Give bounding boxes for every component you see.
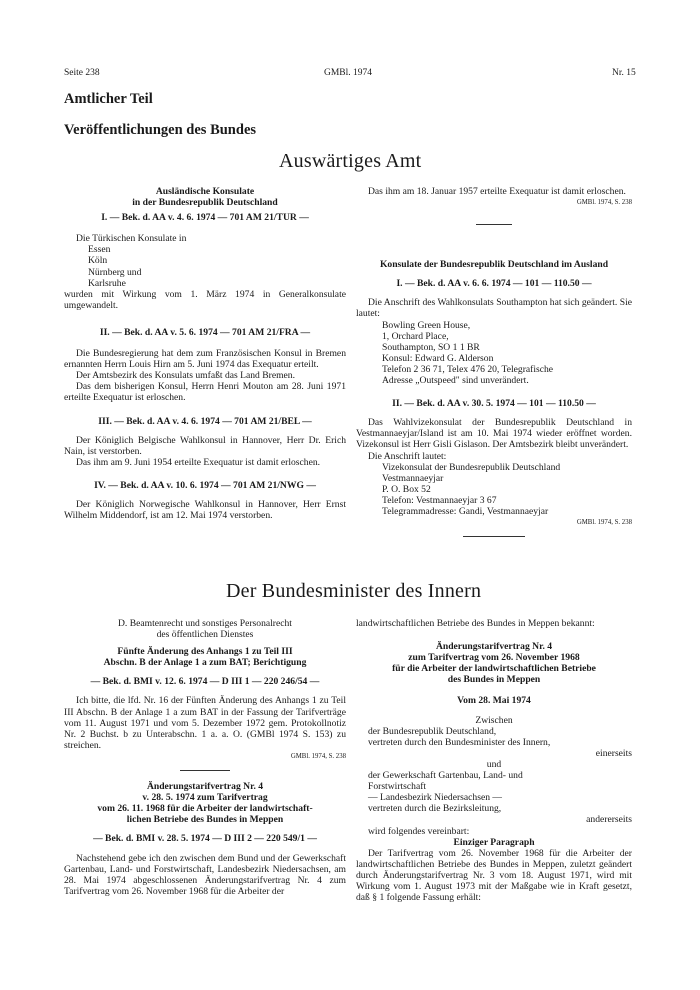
subheading-fifth-amendment: Fünfte Änderung des Anhangs 1 zu Teil III bbox=[117, 646, 293, 658]
city-item: Nürnberg und bbox=[88, 266, 142, 278]
notice-fra-para: Das dem bisherigen Konsul, Herrn Henri Mouton am 28. Juni 1971 erteilte Exequatur ist erloschen. bbox=[64, 381, 346, 404]
party-line: vertreten durch den Bundesminister des Innern, bbox=[368, 736, 551, 748]
page-number: Seite 238 bbox=[64, 68, 100, 78]
subheading-tariff-agreement: Änderungstarifvertrag Nr. 4 bbox=[146, 781, 264, 793]
agreement-title: zum Tarifvertrag vom 26. November 1968 bbox=[408, 652, 580, 664]
notice-tur-intro: Die Türkischen Konsulate in bbox=[76, 233, 187, 245]
address-line: Telefon 2 36 71, Telex 476 20, Telegrafische bbox=[382, 363, 554, 375]
notice-fra-para: Die Bundesregierung hat dem zum Französischen Konsul in Bremen ernannten Herrn Louis Hirn am 5. Juni 1974 das Exequatur erteilt. bbox=[64, 348, 346, 371]
address-line: Southampton, SO 1 1 BR bbox=[382, 341, 480, 353]
subheading-tariff-agreement: lichen Betriebe des Bundes in Meppen bbox=[126, 814, 284, 826]
subheading-tariff-agreement: vom 26. 11. 1968 für die Arbeiter der landwirtschaft- bbox=[97, 803, 313, 815]
section-title-foreign-office: Auswärtiges Amt bbox=[279, 150, 422, 172]
foreign-office-right-column bbox=[356, 186, 632, 537]
between-label: Zwischen bbox=[475, 714, 513, 726]
notice-title-southampton: I. — Bek. d. AA v. 6. 6. 1974 — 101 — 110.50 — bbox=[396, 278, 592, 290]
and-label: und bbox=[486, 758, 502, 770]
party-line: der Gewerkschaft Gartenbau, Land- und bbox=[368, 770, 523, 782]
address-line: Telefon: Vestmannaeyjar 3 67 bbox=[382, 494, 497, 506]
interior-right-column bbox=[356, 618, 632, 903]
notice-title-fra: II. — Bek. d. AA v. 5. 6. 1974 — 701 AM 21/FRA — bbox=[99, 326, 311, 338]
heading-german-consulates-abroad: Konsulate der Bundesrepublik Deutschland im Ausland bbox=[379, 259, 609, 271]
notice-southampton-intro: Die Anschrift des Wahlkonsulats Southampton hat sich geändert. Sie lautet: bbox=[356, 297, 632, 320]
notice-vestmannaeyjar-para: Die Anschrift lautet: bbox=[368, 450, 447, 462]
source-reference: GMBl. 1974, S. 238 bbox=[576, 519, 632, 527]
notice-fra-para: Der Amtsbezirk des Konsulats umfaßt das Land Bremen. bbox=[76, 370, 296, 382]
section-title-interior-ministry: Der Bundesminister des Innern bbox=[226, 580, 482, 602]
address-line: Vizekonsulat der Bundesrepublik Deutschland bbox=[382, 461, 561, 473]
address-line: Vestmannaeyjar bbox=[382, 472, 444, 484]
paragraph-text: Der Tarifvertrag vom 26. November 1968 für die Arbeiter der landwirtschaftlichen Betriebe des Bundes in Meppen, zuletzt geändert durch Änderungstarifvertrag Nr. 3 vom 18. August 1971, wird mit Wirkung vom 1. August 1973 mit der Maßgabe wie in Kraft gesetzt, daß § 1 folgende Fassung erhält: bbox=[356, 847, 632, 904]
on-the-one-hand-label: einerseits bbox=[595, 747, 632, 759]
issue-number: Nr. 15 bbox=[612, 68, 636, 78]
subheading-tariff-agreement: v. 28. 5. 1974 zum Tarifvertrag bbox=[142, 792, 268, 804]
foreign-office-left-column bbox=[64, 186, 346, 521]
agreement-date: Vom 28. Mai 1974 bbox=[457, 695, 531, 707]
official-part-title: Amtlicher Teil bbox=[64, 91, 153, 107]
party-line: — Landesbezirk Niedersachsen — bbox=[368, 792, 502, 804]
city-item: Karlsruhe bbox=[88, 277, 126, 289]
notice-bel-para: Das ihm am 9. Juni 1954 erteilte Exequatur ist damit erloschen. bbox=[76, 456, 321, 468]
address-line: Adresse „Outspeed" sind unverändert. bbox=[382, 375, 529, 387]
city-item: Köln bbox=[88, 255, 108, 267]
notice-bel-para: Der Königlich Belgische Wahlkonsul in Hannover, Herr Dr. Erich Nain, ist verstorben. bbox=[64, 434, 346, 457]
source-reference: GMBl. 1974, S. 238 bbox=[290, 752, 346, 760]
agreement-title: für die Arbeiter der landwirtschaftlichen Betriebe bbox=[392, 663, 596, 675]
heading-foreign-consulates-sub: in der Bundesrepublik Deutschland bbox=[132, 197, 278, 209]
continued-text: Das ihm am 18. Januar 1957 erteilte Exequatur ist damit erloschen. bbox=[368, 186, 626, 197]
separator-rule bbox=[463, 536, 525, 537]
journal-issue: GMBl. 1974 bbox=[324, 68, 373, 78]
agreement-title: des Bundes in Meppen bbox=[447, 674, 541, 686]
heading-foreign-consulates: Ausländische Konsulate bbox=[155, 186, 255, 197]
notice-tur-text: wurden mit Wirkung vom 1. März 1974 in Generalkonsulate umgewandelt. bbox=[64, 288, 346, 311]
notice-title-bel: III. — Bek. d. AA v. 4. 6. 1974 — 701 AM 21/BEL — bbox=[98, 415, 312, 427]
address-line: Bowling Green House, bbox=[382, 319, 471, 331]
notice-reference: — Bek. d. BMI v. 28. 5. 1974 — D III 2 — 220 549/1 — bbox=[93, 833, 317, 845]
agreed-label: wird folgendes vereinbart: bbox=[368, 825, 470, 837]
address-line: 1, Orchard Place, bbox=[382, 330, 449, 342]
heading-civil-service-law-sub: des öffentlichen Dienstes bbox=[156, 629, 254, 641]
notice-title-nwg: IV. — Bek. d. AA v. 10. 6. 1974 — 701 AM 21/NWG — bbox=[94, 479, 316, 491]
party-line: Forstwirtschaft bbox=[368, 781, 427, 793]
paragraph-heading: Einziger Paragraph bbox=[453, 836, 535, 848]
address-line: Telegrammadresse: Gandi, Vestmannaeyjar bbox=[382, 505, 549, 517]
notice-reference: — Bek. d. BMI v. 12. 6. 1974 — D III 1 — 220 246/54 — bbox=[90, 676, 320, 688]
notice-vestmannaeyjar-para: Das Wahlvizekonsulat der Bundesrepublik Deutschland in Vestmannaeyjar/Island ist am 10. Mai 1974 wieder eröffnet worden. Vizekonsul ist Herr Gisli Gislason. Der Amtsbezirk bleibt unverändert. bbox=[356, 417, 632, 451]
notice-nwg-para: Der Königlich Norwegische Wahlkonsul in Hannover, Herr Ernst Wilhelm Middendorf, ist am 12. Mai 1974 verstorben. bbox=[64, 498, 346, 522]
notice-title-tur: I. — Bek. d. AA v. 4. 6. 1974 — 701 AM 21/TUR — bbox=[101, 212, 309, 224]
on-the-other-hand-label: andererseits bbox=[586, 814, 632, 826]
correction-paragraph: Ich bitte, die lfd. Nr. 16 der Fünften Änderung des Anhangs 1 zu Teil III Abschn. B der Anlage 1 a zum BAT in der Fassung der Tarifverträge vom 11. August 1971 und vom 5. Dezember 1972 gem. Protokollnotiz Nr. 2 Buchst. b zu Unterabschn. 1 a. a. O. (GMBl 1974 S. 153) zu streichen. bbox=[64, 695, 346, 751]
heading-civil-service-law: D. Beamtenrecht und sonstiges Personalrecht bbox=[118, 618, 292, 629]
publications-title: Veröffentlichungen des Bundes bbox=[64, 122, 257, 138]
city-item: Essen bbox=[88, 244, 111, 256]
address-line: P. O. Box 52 bbox=[382, 483, 431, 495]
continued-text: landwirtschaftlichen Betriebe des Bundes in Meppen bekannt: bbox=[356, 618, 595, 629]
source-reference: GMBl. 1974, S. 238 bbox=[576, 199, 632, 207]
agreement-title: Änderungstarifvertrag Nr. 4 bbox=[435, 641, 553, 653]
party-line: vertreten durch die Bezirksleitung, bbox=[368, 803, 502, 815]
notice-title-vestmannaeyjar: II. — Bek. d. AA v. 30. 5. 1974 — 101 — 110.50 — bbox=[392, 398, 596, 410]
interior-left-column bbox=[64, 618, 346, 897]
address-line: Konsul: Edward G. Alderson bbox=[382, 352, 494, 364]
subheading-fifth-amendment: Abschn. B der Anlage 1 a zum BAT; Berichtigung bbox=[103, 657, 307, 669]
tariff-intro-paragraph: Nachstehend gebe ich den zwischen dem Bund und der Gewerkschaft Gartenbau, Land- und Forstwirtschaft, Landesbezirk Niedersachsen, am 28. Mai 1974 abgeschlossenen Änderungstarifvertrag Nr. 4 zum Tarifvertrag vom 26. November 1968 für die Arbeiter der bbox=[64, 852, 346, 897]
party-line: der Bundesrepublik Deutschland, bbox=[368, 725, 497, 737]
